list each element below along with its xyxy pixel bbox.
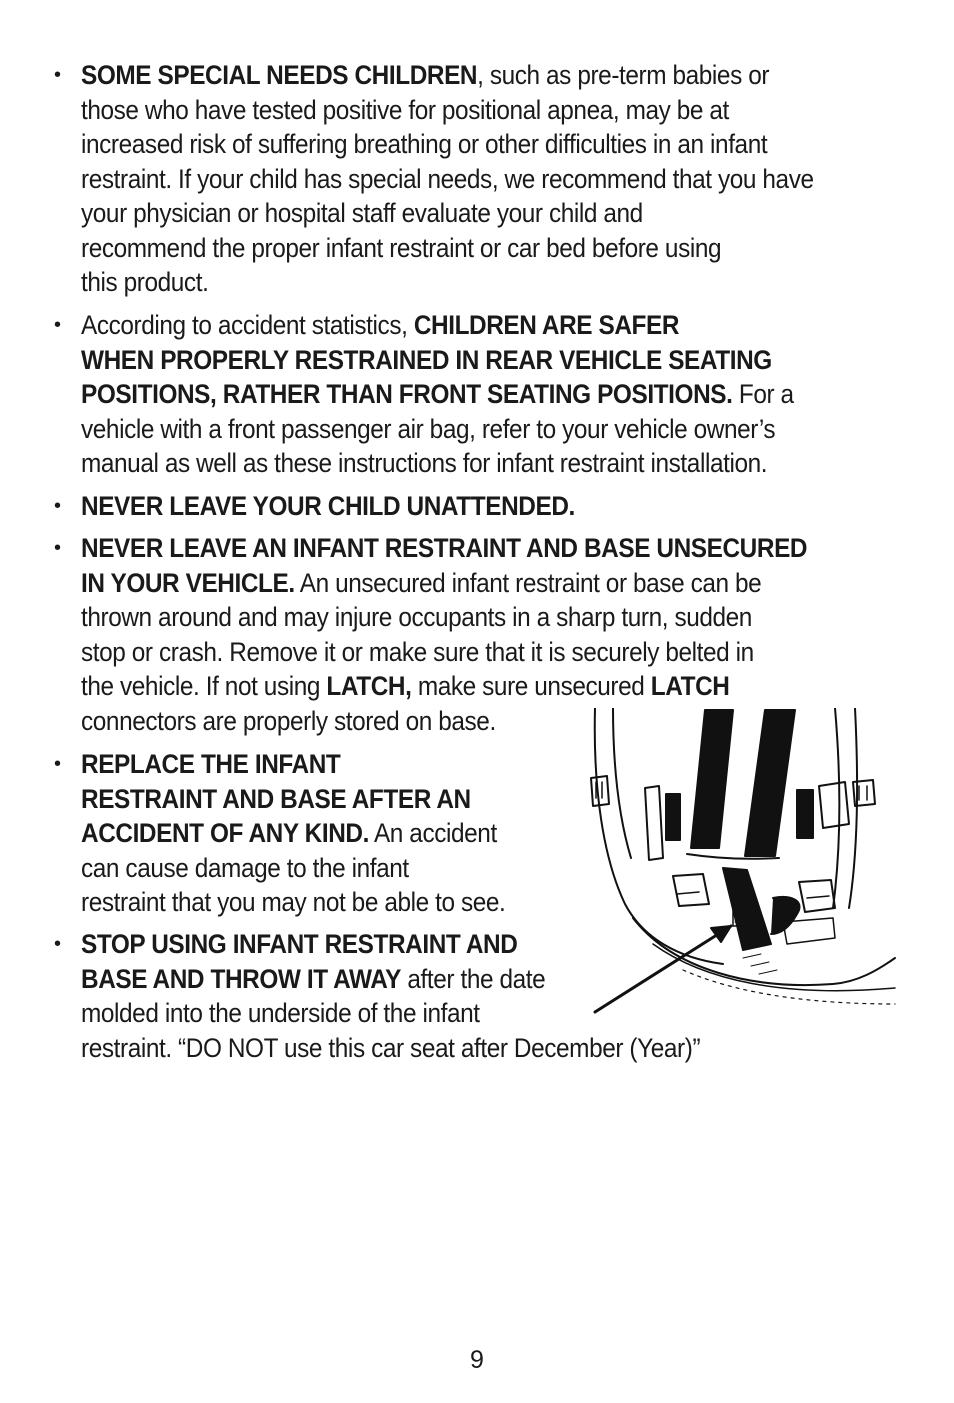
- text-line: vehicle with a front passenger air bag, refer to your vehicle owner’s: [81, 413, 776, 444]
- text-line: those who have tested positive for positional apnea, may be at: [81, 94, 729, 125]
- text-line: restraint. “DO NOT use this car seat after December (Year)”: [81, 1032, 701, 1063]
- bullet-marker: •: [54, 537, 62, 559]
- text-line: ACCIDENT OF ANY KIND. An accident: [81, 818, 497, 848]
- warning-special-needs: [81, 58, 814, 300]
- page-number: 9: [470, 1346, 484, 1374]
- text-line: manual as well as these instructions for infant restraint installation.: [81, 448, 768, 478]
- warning-replace-after-accident: [81, 747, 505, 920]
- text-line: restraint. If your child has special needs, we recommend that you have: [81, 163, 814, 194]
- text-line: recommend the proper infant restraint or car bed before using: [81, 232, 722, 263]
- text-line: your physician or hospital staff evaluate your child and: [81, 198, 643, 228]
- text-line: restraint that you may not be able to see.: [81, 887, 506, 917]
- warning-rear-seating: [81, 308, 794, 481]
- text-line: BASE AND THROW IT AWAY after the date: [81, 963, 546, 994]
- text-line: REPLACE THE INFANT: [81, 749, 341, 779]
- text-line: increased risk of suffering breathing or other difficulties in an infant: [81, 129, 768, 159]
- car-seat-underside-illustration: [583, 708, 898, 1020]
- text-line: molded into the underside of the infant: [81, 998, 480, 1028]
- bullet-marker: •: [54, 495, 62, 517]
- text-line: IN YOUR VEHICLE. An unsecured infant restraint or base can be: [81, 567, 762, 598]
- text-line: STOP USING INFANT RESTRAINT AND: [81, 929, 518, 959]
- text-line: can cause damage to the infant: [81, 852, 409, 883]
- bullet-marker: •: [54, 314, 62, 336]
- text-line: connectors are properly stored on base.: [81, 705, 496, 736]
- text-line: WHEN PROPERLY RESTRAINED IN REAR VEHICLE SEATING: [81, 344, 772, 375]
- text-line: SOME SPECIAL NEEDS CHILDREN, such as pre-term babies or: [81, 60, 770, 90]
- bullet-marker: •: [54, 933, 62, 955]
- warning-unsecured: [81, 531, 807, 738]
- text-line: RESTRAINT AND BASE AFTER AN: [81, 783, 471, 814]
- bullet-marker: •: [54, 753, 62, 775]
- text-line: NEVER LEAVE AN INFANT RESTRAINT AND BASE UNSECURED: [81, 533, 808, 563]
- text-line: this product.: [81, 267, 209, 297]
- text-line: stop or crash. Remove it or make sure that it is securely belted in: [81, 636, 754, 667]
- text-line: NEVER LEAVE YOUR CHILD UNATTENDED.: [81, 491, 575, 521]
- text-line: POSITIONS, RATHER THAN FRONT SEATING POSITIONS. For a: [81, 379, 794, 409]
- text-line: According to accident statistics, CHILDREN ARE SAFER: [81, 310, 680, 340]
- text-line: thrown around and may injure occupants in a sharp turn, sudden: [81, 602, 752, 632]
- warning-unattended: [81, 489, 575, 524]
- text-line: the vehicle. If not using LATCH, make sure unsecured LATCH: [81, 671, 730, 701]
- bullet-marker: •: [54, 64, 62, 86]
